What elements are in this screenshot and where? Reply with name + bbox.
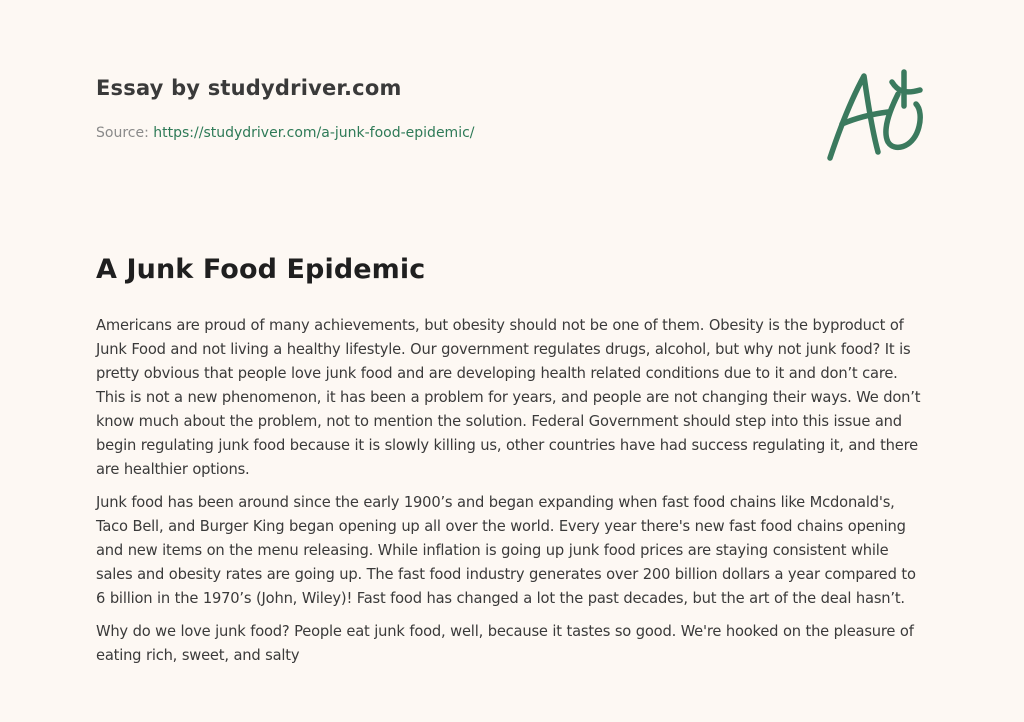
source-label: Source:: [96, 125, 149, 141]
source-line: [96, 125, 475, 141]
header-title: Essay by studydriver.com: [96, 76, 402, 100]
essay-title: A Junk Food Epidemic: [96, 254, 426, 285]
source-link[interactable]: https://studydriver.com/a-junk-food-epidemic/: [153, 125, 475, 141]
a-plus-logo-icon: [820, 64, 930, 168]
essay-paragraph-2: Junk food has been around since the early 1900’s and began expanding when fast food chains like Mcdonald's, Taco Bell, and Burger King began opening up all over the world. Every year there's new fast food chains opening and new items on the menu releasing. While inflation is going up junk food prices are staying consistent while sales and obesity rates are going up. The fast food industry generates over 200 billion dollars a year compared to 6 billion in the 1970’s (John, Wiley)! Fast food has changed a lot the past decades, but the art of the deal hasn’t.: [96, 494, 916, 607]
essay-body: [96, 314, 928, 677]
essay-paragraph-1: Americans are proud of many achievements, but obesity should not be one of them. Obesity is the byproduct of Junk Food and not living a healthy lifestyle. Our government regulates drugs, alcohol, but why not junk food? It is pretty obvious that people love junk food and are developing health related conditions due to it and don’t care. This is not a new phenomenon, it has been a problem for years, and people are not changing their ways. We don’t know much about the problem, not to mention the solution. Federal Government should step into this issue and begin regulating junk food because it is slowly killing us, other countries have had success regulating it, and there are healthier options.: [96, 317, 921, 478]
essay-paragraph-3: Why do we love junk food? People eat junk food, well, because it tastes so good. We're hooked on the pleasure of eating rich, sweet, and salty: [96, 623, 914, 664]
